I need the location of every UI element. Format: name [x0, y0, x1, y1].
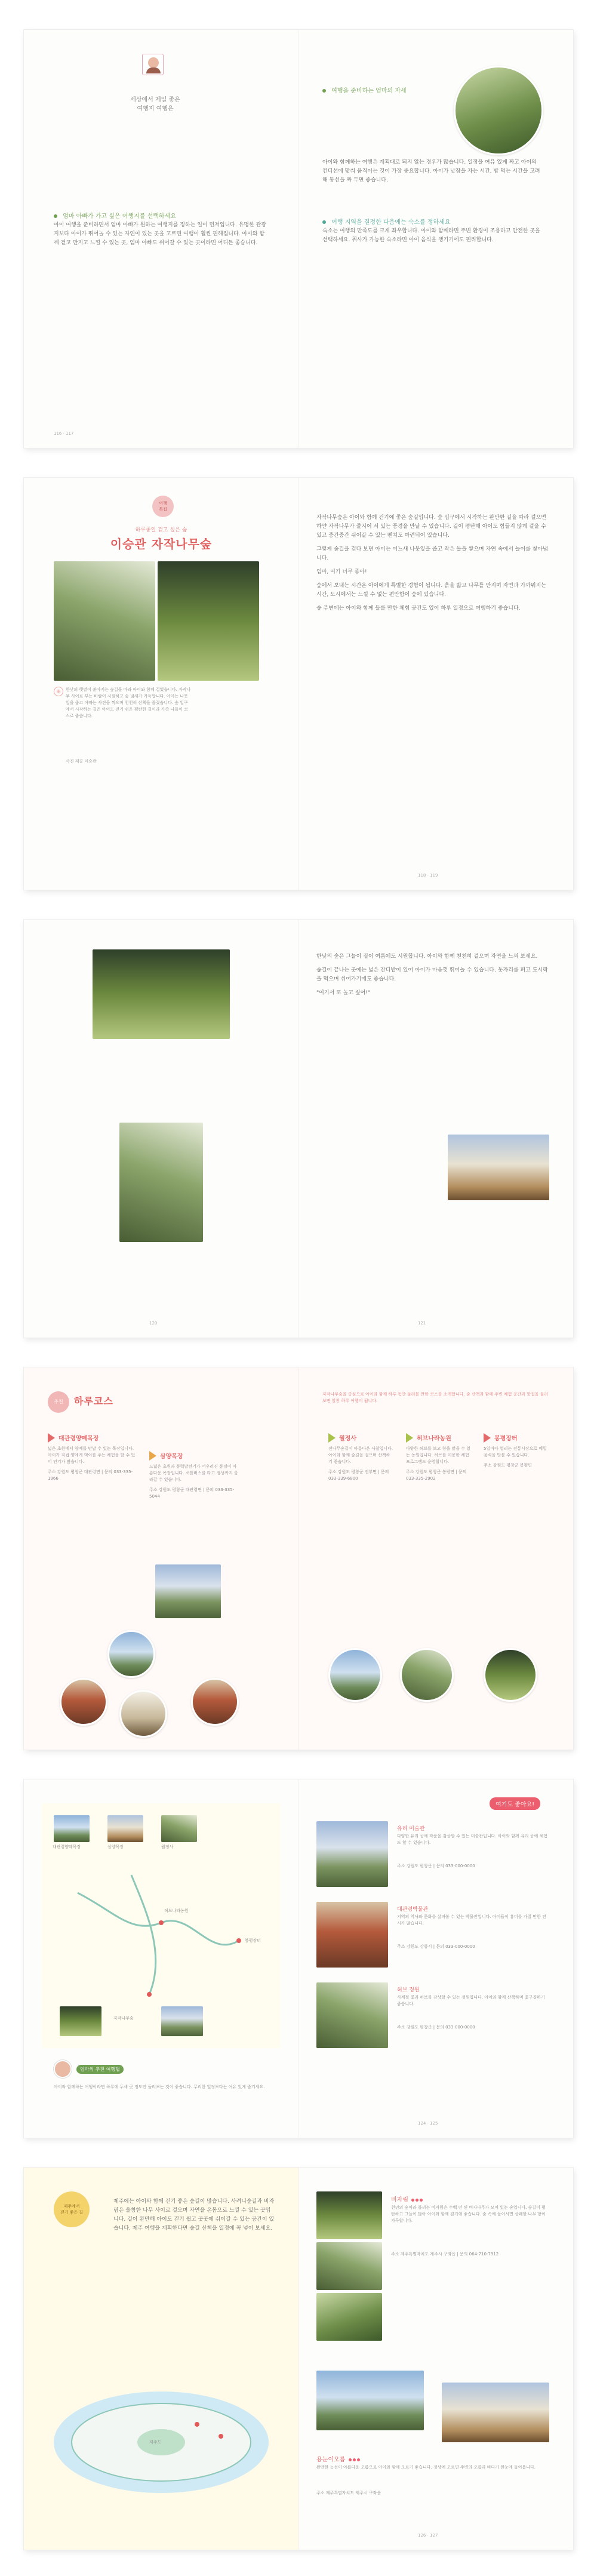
spread-3	[24, 920, 573, 1338]
spot-1-photo	[316, 1821, 388, 1887]
page-121	[298, 920, 573, 1338]
spot-1-info: 주소 제주특별자치도 제주시 구좌읍 | 문의 064-710-7912	[391, 2252, 499, 2257]
circle-bullet-icon	[54, 214, 57, 218]
course-2	[149, 1451, 239, 1500]
para-2: 그렇게 숲길을 걷다 보면 아이는 어느새 나뭇잎을 줍고 작은 돌을 쌓으며 자연 속에서 놀이를 찾아냅니다.	[316, 546, 548, 561]
photo-food-1	[60, 1678, 107, 1726]
photo-herb-garden	[400, 1648, 454, 1702]
spot-2-info: 주소 제주특별자치도 제주시 구좌읍	[316, 2491, 381, 2495]
page-117	[298, 30, 573, 448]
feature-subtitle: 하루종일 걷고 싶은 숲	[135, 527, 187, 533]
folio: 118 · 119	[418, 873, 438, 878]
course-1-info: 주소 강원도 평창군 대관령면 | 문의 033-335-1966	[48, 1470, 133, 1481]
right-body-1: 아이와 함께하는 여행은 계획대로 되지 않는 경우가 많습니다. 일정을 여유 있게 짜고 아이의 컨디션에 맞춰 움직이는 것이 가장 중요합니다. 아이가 낮잠을 자는 시간, 밥 먹는 시간을 고려해 동선을 짜 두면 좋습니다.	[322, 159, 540, 183]
map-label-1: 대관령양떼목장	[53, 1845, 81, 1849]
course-1-name: 대관령양떼목장	[59, 1435, 99, 1442]
quote: "여기서 또 놀고 싶어!"	[316, 990, 371, 996]
oreum-photo-1	[316, 2371, 424, 2430]
course-5-text: 5일마다 열리는 전통시장으로 메밀 음식을 맛볼 수 있습니다.	[484, 1446, 547, 1458]
also-good-header: 여기도 좋아요!	[490, 1797, 540, 1810]
author-portrait	[148, 57, 159, 68]
caption-marker: ◎	[54, 687, 63, 696]
right-header-text: 여행을 준비하는 엄마의 자세	[331, 88, 407, 94]
photo-wooden-gate	[155, 1564, 221, 1618]
body-text: 아이 여행을 준비하면서 엄마 아빠가 원하는 여행지를 정하는 일이 먼저입니다. 유명한 관광지보다 아이가 뛰어놀 수 있는 자연이 있는 곳을 고르면 여행이 훨씬 편해집니다. 아이와 함께 걷고 만지고 느낄 수 있는 곳, 엄마 아빠도 쉬어갈 수 있는 곳이라면 어디든 좋습니다.	[54, 222, 267, 246]
photo-hills-circle	[107, 1630, 155, 1678]
photo-family-garden	[454, 66, 543, 155]
course-1-text: 넓은 초원에서 양떼를 만날 수 있는 목장입니다. 아이가 직접 양에게 먹이를 주는 체험을 할 수 있어 인기가 많습니다.	[48, 1446, 136, 1464]
course-3	[328, 1433, 394, 1482]
badge-line-1: 제주에서	[63, 2204, 80, 2209]
page-118	[24, 478, 298, 890]
para-1: 자작나무숲은 아이와 함께 걷기에 좋은 숲길입니다. 숲 입구에서 시작하는 완만한 길을 따라 걸으면 하얀 자작나무가 줄지어 서 있는 풍경을 만날 수 있습니다. 길이 평탄해 아이도 힘들지 않게 걸을 수 있고 중간중간 쉬어갈 수 있는 벤치도 마련되어 있습니다.	[316, 515, 546, 539]
badge-line-2: 걷기 좋은 길	[60, 2210, 84, 2215]
spread-1	[24, 30, 573, 448]
course-3-info: 주소 강원도 평창군 진부면 | 문의 033-339-6800	[328, 1470, 389, 1481]
course-5	[484, 1433, 549, 1469]
spot-2-name: 대관령박물관	[397, 1907, 429, 1913]
flag-icon	[328, 1433, 336, 1443]
spot-2-name: 용눈이오름	[316, 2457, 346, 2463]
course-intro: 자작나무숲을 중심으로 아이와 함께 하루 동안 둘러볼 만한 코스를 소개합니다. 숲 산책과 함께 주변 체험 공간과 맛집을 둘러보면 알찬 하루 여행이 됩니다.	[322, 1392, 549, 1403]
page-119	[298, 478, 573, 890]
article-body-continued	[316, 952, 549, 998]
para-2: 숲길이 끝나는 곳에는 넓은 잔디밭이 있어 아이가 마음껏 뛰어놀 수 있습니다. 돗자리를 펴고 도시락을 먹으며 쉬어가기에도 좋습니다.	[316, 967, 548, 982]
folio: 126 · 127	[418, 2533, 438, 2538]
course-4-info: 주소 강원도 평창군 봉평면 | 문의 033-335-2902	[406, 1470, 467, 1481]
map-marker	[195, 2422, 199, 2427]
course-4-name: 허브나라농원	[417, 1435, 451, 1442]
photo-food-2	[119, 1690, 167, 1738]
page-125	[298, 1779, 573, 2138]
rating-dot	[420, 2199, 423, 2202]
badge-top: 여행	[159, 501, 167, 506]
page-120	[24, 920, 298, 1338]
spread-6	[24, 2168, 573, 2550]
spot-1-info: 주소 강원도 평창군 | 문의 033-000-0000	[397, 1864, 475, 1868]
route-dot	[147, 1992, 152, 1997]
rating-dot	[357, 2458, 360, 2461]
map-marker	[219, 2434, 223, 2439]
right-body-2: 숙소는 여행의 만족도를 크게 좌우합니다. 아이와 함께라면 주변 환경이 조용하고 안전한 곳을 선택하세요. 취사가 가능한 숙소라면 아이 음식을 챙기기에도 편리합니다.	[322, 228, 540, 243]
spot-1-text: 다양한 유리 공예 작품을 감상할 수 있는 미술관입니다. 아이와 함께 유리 공예 체험도 할 수 있습니다.	[397, 1834, 548, 1845]
course-5-info: 주소 강원도 평창군 봉평면	[484, 1463, 533, 1468]
photo-temple	[328, 1648, 382, 1702]
spot-1-name: 유리 미술관	[397, 1826, 425, 1832]
map-photo-4	[60, 2006, 101, 2036]
tip-avatar	[54, 2060, 72, 2078]
article-body	[316, 514, 549, 613]
spot-3-photo	[316, 1982, 388, 2048]
para-4: 숲 주변에는 아이와 함께 들를 만한 체험 공간도 있어 하루 일정으로 여행하기 좋습니다.	[316, 605, 521, 611]
right-header	[322, 84, 442, 95]
jeju-badge	[54, 2191, 90, 2227]
route-path	[78, 1893, 239, 1945]
section-title-text: 엄마 아빠가 가고 싶은 여행지를 선택하세요	[63, 213, 176, 220]
feature-badge	[152, 496, 174, 517]
spot-2-text: 완만한 능선이 아름다운 오름으로 아이와 함께 오르기 좋습니다. 정상에 오르면 주변의 오름과 바다가 한눈에 들어옵니다.	[316, 2465, 536, 2470]
map-label-6: 자작나무숲	[113, 2016, 134, 2021]
course-2-text: 드넓은 초원과 풍력발전기가 어우러진 풍경이 아름다운 목장입니다. 셔틀버스를 타고 정상까지 올라갈 수 있습니다.	[149, 1464, 238, 1482]
oreum-photo-2	[442, 2383, 549, 2442]
spot-2-info: 주소 강원도 강릉시 | 문의 033-000-0000	[397, 1944, 475, 1949]
spot-2-text: 지역의 역사와 문화를 살펴볼 수 있는 박물관입니다. 아이들이 흥미를 가질 만한 전시가 많습니다.	[397, 1914, 546, 1926]
rating-dot	[353, 2458, 356, 2461]
author-portrait-frame	[142, 54, 164, 75]
intro-heading	[66, 96, 245, 113]
course-3-text: 전나무숲길이 아름다운 사찰입니다. 아이와 함께 숲길을 걸으며 산책하기 좋습니다.	[328, 1446, 393, 1464]
jeju-intro: 제주에는 아이와 함께 걷기 좋은 숲길이 많습니다. 사려니숲길과 비자림은 울창한 나무 사이로 걸으며 자연을 온몸으로 느낄 수 있는 곳입니다. 길이 완만해 아이도 걷기 쉽고 곳곳에 쉬어갈 수 있는 공간이 있습니다. 제주 여행을 계획한다면 숲길 산책을 일정에 꼭 넣어 보세요.	[113, 2199, 275, 2231]
course-2-name: 삼양목장	[160, 1453, 183, 1460]
spot-2-title	[316, 2454, 360, 2463]
para-3: 숲에서 보내는 시간은 아이에게 특별한 경험이 됩니다. 흙을 밟고 나무를 만지며 자연과 가까워지는 시간, 도시에서는 느낄 수 없는 편안함이 숲에 있습니다.	[316, 583, 546, 598]
spot-2-photo	[316, 1902, 388, 1968]
course-3-name: 월정사	[339, 1435, 356, 1442]
spread-2	[24, 478, 573, 890]
intro-line-2: 여행지 여행은	[137, 106, 174, 112]
flag-icon	[484, 1433, 491, 1443]
map-photo-5	[161, 2006, 203, 2036]
folio: 116 · 117	[54, 431, 74, 436]
spot-3-info: 주소 강원도 평창군 | 문의 033-000-0000	[397, 2025, 475, 2030]
spot-1-title	[391, 2194, 423, 2203]
section-title-2	[322, 215, 543, 226]
para-1: 한낮의 숲은 그늘이 짙어 여름에도 시원합니다. 아이와 함께 천천히 걸으며 자연을 느껴 보세요.	[316, 954, 538, 960]
route-dot	[159, 1920, 164, 1925]
circle-bullet-icon	[322, 89, 326, 93]
spot-1-name: 비자림	[391, 2197, 408, 2203]
photo-forest-path	[119, 1123, 203, 1242]
photo-forest-play	[158, 561, 259, 681]
tip-label: 엄마의 추천 여행팁	[76, 2065, 124, 2074]
spot-3-name: 허브 정원	[397, 1987, 420, 1993]
route-path-2	[131, 1875, 156, 1994]
course-4-text: 다양한 허브를 보고 향을 맡을 수 있는 농원입니다. 허브를 이용한 체험 프로그램도 운영합니다.	[406, 1446, 471, 1464]
spread-5	[24, 1779, 573, 2138]
folio: 120	[149, 1321, 158, 1326]
map-label-5: 봉평장터	[245, 1938, 261, 1943]
photo-market	[484, 1648, 537, 1702]
quote: 엄마, 여기 너무 좋아!	[316, 569, 367, 575]
spot-1-text: 천년의 숲이라 불리는 비자림은 수백 년 된 비자나무가 모여 있는 숲입니다. 숲길이 평탄하고 그늘이 많아 아이와 함께 걷기에 좋습니다. 숲 속에 들어서면 상쾌한 나무 향이 가득합니다.	[391, 2205, 546, 2223]
bijarim-photo-3	[316, 2293, 382, 2341]
flag-icon	[48, 1433, 55, 1443]
section-title-2-text: 여행 지역을 결정한 다음에는 숙소를 정하세요	[331, 219, 451, 226]
caption: 한낮의 햇볕이 쏟아지는 숲길을 따라 아이와 함께 걸었습니다. 자작나무 사이로 부는 바람이 시원하고 숲 냄새가 가득합니다. 아이는 나뭇잎을 줍고 아빠는 사진을 찍으며 천천히 산책을 즐겼습니다. 숲 입구에서 시작하는 길은 아이도 걷기 쉬운 평탄한 길이라 가족 나들이 코스로 좋습니다.	[66, 687, 191, 718]
photo-grass-field	[448, 1135, 549, 1200]
feature-title: 이승관 자작나무숲	[110, 537, 213, 551]
circle-bullet-icon	[322, 220, 326, 224]
map-label-4: 허브나라농원	[164, 1908, 189, 1913]
course-4	[406, 1433, 472, 1482]
spot-3-text: 사계절 꽃과 허브를 감상할 수 있는 정원입니다. 아이와 함께 산책하며 꽃구경하기 좋습니다.	[397, 1995, 545, 2006]
bijarim-photo-2	[316, 2242, 382, 2290]
badge-bottom: 특집	[159, 507, 167, 512]
rating-dot	[349, 2458, 352, 2461]
page-124	[24, 1779, 298, 2138]
page-116	[24, 30, 298, 448]
photo-forest-child	[54, 561, 155, 681]
tip-text: 아이와 함께하는 여행이라면 하루에 두세 곳 정도만 둘러보는 것이 좋습니다. 무리한 일정보다는 여유 있게 즐기세요.	[54, 2085, 265, 2089]
rating-dot	[416, 2199, 418, 2202]
course-2-info: 주소 강원도 평창군 대관령면 | 문의 033-335-5044	[149, 1487, 235, 1499]
course-1	[48, 1433, 137, 1482]
intro-line-1: 세상에서 제일 좋은	[130, 97, 180, 103]
photo-credit: 사진 제공 이승관	[66, 759, 97, 764]
photo-family-lawn	[93, 949, 230, 1039]
course-title: 하루코스	[74, 1395, 113, 1407]
folio: 121	[418, 1321, 426, 1326]
flag-icon	[406, 1433, 413, 1443]
course-5-name: 봉평장터	[494, 1435, 518, 1442]
section-title-1	[54, 209, 269, 220]
folio: 124 · 125	[418, 2121, 438, 2126]
flag-icon	[149, 1451, 156, 1461]
map-label-3: 월정사	[161, 1845, 174, 1849]
page-127	[298, 2168, 573, 2550]
rating-dot	[411, 2199, 414, 2202]
photo-food-3	[191, 1678, 239, 1726]
map-label-2: 삼양목장	[107, 1845, 124, 1849]
page-126	[24, 2168, 298, 2550]
route-dot	[236, 1938, 241, 1943]
jeju-map-label: 제주도	[149, 2440, 162, 2445]
spread-4	[24, 1367, 573, 1750]
bijarim-photo-1	[316, 2191, 382, 2239]
course-badge: 추천	[48, 1391, 69, 1413]
